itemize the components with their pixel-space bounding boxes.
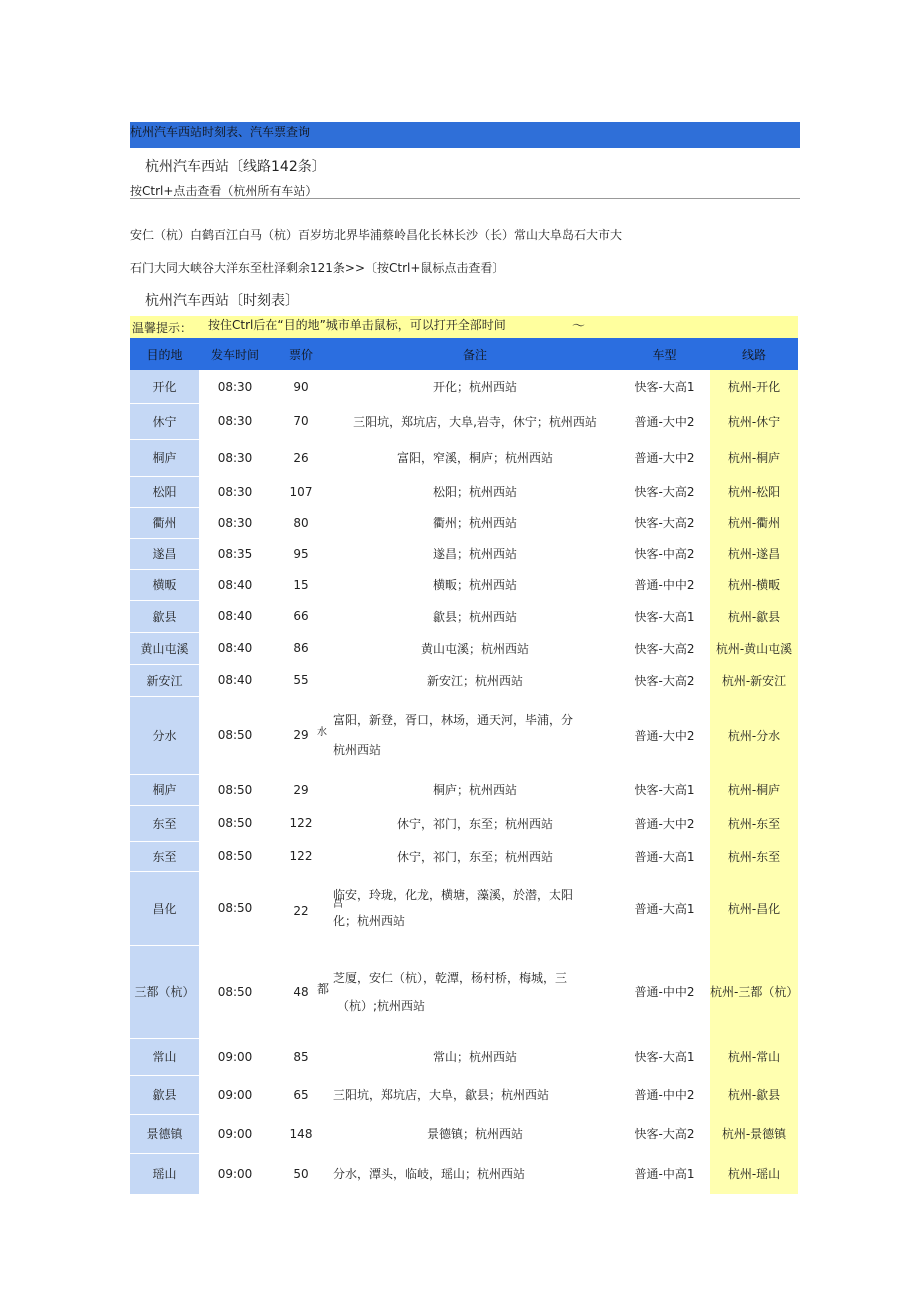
note-line: （杭）;杭州西站 <box>337 998 426 1013</box>
cell-note <box>317 696 619 774</box>
cell-price: 15 <box>293 577 309 592</box>
cell-price: 29 <box>293 728 309 742</box>
cell-destination[interactable]: 歙县 <box>130 600 199 632</box>
cell-route: 杭州-常山 <box>710 1038 798 1075</box>
cell-bus-type: 快客-大高2 <box>634 641 695 656</box>
cell-bus-type: 快客-大高2 <box>634 485 695 499</box>
table-row <box>130 871 798 945</box>
cell-bus-type: 普通-大中2 <box>634 816 695 831</box>
cell-destination[interactable]: 三都（杭） <box>130 945 199 1038</box>
cell-price: 80 <box>293 515 309 530</box>
cell-bus-type: 快客-大高1 <box>634 380 695 394</box>
cell-route: 杭州-东至 <box>710 841 798 871</box>
cell-destination[interactable]: 歙县 <box>130 1075 199 1114</box>
col-header-note: 备注 <box>331 338 619 370</box>
cell-note: 遂昌；杭州西站 <box>432 547 517 561</box>
cell-route: 杭州-开化 <box>710 370 798 403</box>
cell-note: 开化；杭州西站 <box>432 380 517 394</box>
tip-message: 按住Ctrl后在“目的地”城市单击鼠标，可以打开全部时间 <box>208 318 506 332</box>
cell-bus-type: 普通-大中2 <box>634 451 695 465</box>
cell-destination[interactable]: 昌化 <box>130 871 199 945</box>
cell-destination[interactable]: 分水 <box>130 696 199 774</box>
col-header-price: 票价 <box>271 338 331 370</box>
cell-destination[interactable]: 瑶山 <box>130 1153 199 1194</box>
cell-price: 29 <box>293 782 309 797</box>
cell-time: 08:50 <box>217 816 253 830</box>
cell-time: 08:40 <box>217 577 253 592</box>
cell-price: 122 <box>289 849 313 863</box>
cell-note: 常山；杭州西站 <box>432 1050 517 1064</box>
cell-time: 08:40 <box>217 609 253 623</box>
cell-bus-type: 快客-大高2 <box>634 673 695 688</box>
table-row <box>130 403 798 439</box>
cell-time: 08:30 <box>217 515 253 530</box>
cell-route: 杭州-三都（杭） <box>710 945 798 1038</box>
section-heading-schedule: 杭州汽车西站〔时刻表〕 <box>145 293 299 309</box>
cell-route: 杭州-遂昌 <box>710 538 798 569</box>
table-row <box>130 439 798 476</box>
cell-time: 08:50 <box>217 782 253 797</box>
cell-note <box>331 871 619 945</box>
cell-note: 分水，潭头，临岐，瑶山；杭州西站 <box>333 1166 526 1181</box>
cell-destination[interactable]: 新安江 <box>130 664 199 696</box>
cell-bus-type: 普通-大高1 <box>634 849 695 864</box>
tip-banner <box>130 316 798 338</box>
route-list-line-1[interactable]: 安仁（杭）白鹤百江白马（杭）百岁坊北界毕浦蔡岭昌化长林长沙（长）常山大阜岛石大市大 <box>130 228 623 242</box>
all-stations-link[interactable]: 按Ctrl+点击查看（杭州所有车站） <box>130 182 800 199</box>
table-row <box>130 774 798 805</box>
cell-destination[interactable]: 松阳 <box>130 476 199 507</box>
page-title: 杭州汽车西站时刻表、汽车票查询 <box>130 125 311 139</box>
cell-price: 65 <box>293 1087 309 1102</box>
cell-time: 08:30 <box>217 484 253 499</box>
cell-time: 08:30 <box>217 414 253 428</box>
cell-destination[interactable]: 东至 <box>130 805 199 841</box>
note-line: 临安，玲珑，化龙，横塘，藻溪，於潜，太阳 <box>333 888 574 902</box>
cell-destination[interactable]: 桐庐 <box>130 774 199 805</box>
cell-route: 杭州-桐庐 <box>710 774 798 805</box>
cell-price: 148 <box>289 1126 313 1141</box>
cell-route: 杭州-横畈 <box>710 569 798 600</box>
cell-note: 富阳，窄溪，桐庐；杭州西站 <box>396 451 553 465</box>
cell-bus-type: 快客-大高1 <box>634 609 695 624</box>
cell-note: 松阳；杭州西站 <box>432 485 517 499</box>
cell-bus-type: 快客-中高2 <box>634 547 695 561</box>
cell-time: 08:50 <box>217 984 253 999</box>
cell-note: 衢州；杭州西站 <box>432 516 517 530</box>
cell-destination[interactable]: 休宁 <box>130 403 199 439</box>
note-line: 都 <box>317 981 330 996</box>
cell-time: 08:50 <box>217 849 253 863</box>
cell-route: 杭州-分水 <box>710 696 798 774</box>
cell-destination[interactable]: 桐庐 <box>130 439 199 476</box>
section-heading-routes: 杭州汽车西站〔线路142条〕 <box>145 159 326 175</box>
cell-destination[interactable]: 东至 <box>130 841 199 871</box>
table-row <box>130 1075 798 1114</box>
cell-note: 桐庐；杭州西站 <box>432 783 517 797</box>
table-row <box>130 569 798 600</box>
cell-price: 22 <box>293 904 309 918</box>
cell-time: 08:40 <box>217 673 253 687</box>
schedule-table <box>130 338 798 1195</box>
cell-route: 杭州-东至 <box>710 805 798 841</box>
cell-note: 景德镇；杭州西站 <box>426 1127 523 1141</box>
cell-destination[interactable]: 遂昌 <box>130 538 199 569</box>
note-line: 化；杭州西站 <box>333 914 406 928</box>
cell-bus-type: 普通-大中2 <box>634 414 695 429</box>
cell-price: 55 <box>293 673 309 687</box>
cell-time: 09:00 <box>217 1166 253 1181</box>
page-title-bar <box>130 122 800 148</box>
cell-price: 48 <box>293 984 309 999</box>
table-header-row <box>130 338 798 370</box>
table-row <box>130 841 798 871</box>
cell-note: 三阳坑，郑坑店，大阜，歙县；杭州西站 <box>333 1087 550 1102</box>
table-row <box>130 696 798 774</box>
cell-route: 杭州-休宁 <box>710 403 798 439</box>
cell-price: 122 <box>289 816 313 830</box>
tip-tilde: ～ <box>572 319 586 334</box>
cell-route: 杭州-昌化 <box>710 871 798 945</box>
table-row <box>130 945 798 1038</box>
cell-price: 90 <box>293 379 309 394</box>
cell-route: 杭州-瑶山 <box>710 1153 798 1194</box>
table-row <box>130 370 798 403</box>
table-row <box>130 664 798 696</box>
note-line: 杭州西站 <box>333 743 382 757</box>
col-header-bus-type: 车型 <box>619 338 710 370</box>
cell-time: 08:30 <box>217 450 253 465</box>
cell-time: 08:50 <box>217 901 253 915</box>
cell-price: 107 <box>289 484 313 499</box>
cell-bus-type: 普通-中中2 <box>634 578 695 592</box>
cell-destination[interactable]: 常山 <box>130 1038 199 1075</box>
table-row <box>130 805 798 841</box>
cell-note <box>317 945 619 1038</box>
cell-price: 70 <box>293 414 309 428</box>
cell-destination[interactable]: 景德镇 <box>130 1114 199 1153</box>
cell-note: 黄山屯溪；杭州西站 <box>420 641 529 656</box>
cell-route: 杭州-桐庐 <box>710 439 798 476</box>
cell-note: 新安江；杭州西站 <box>426 673 523 688</box>
table-row <box>130 600 798 632</box>
cell-bus-type: 快客-大高2 <box>634 516 695 530</box>
table-row <box>130 1153 798 1194</box>
route-list-line-2[interactable]: 石门大同大峡谷大洋东至杜泽剩余121条>>〔按Ctrl+鼠标点击查看〕 <box>130 261 505 275</box>
cell-bus-type: 普通-大高1 <box>634 901 695 916</box>
table-row <box>130 476 798 507</box>
cell-time: 08:35 <box>217 546 253 561</box>
cell-note: 横畈；杭州西站 <box>432 578 517 592</box>
cell-bus-type: 普通-大中2 <box>634 728 695 743</box>
note-line: 富阳，新登，胥口，林场，通天河，毕浦，分 <box>333 713 574 727</box>
col-header-departure: 发车时间 <box>199 338 271 370</box>
cell-route: 杭州-松阳 <box>710 476 798 507</box>
cell-price: 95 <box>293 546 309 561</box>
cell-bus-type: 普通-中高1 <box>634 1167 695 1181</box>
cell-note: 休宁，祁门，东至；杭州西站 <box>396 849 553 864</box>
note-line: 芝厦，安仁（杭），乾潭，杨村桥，梅城，三 <box>333 970 568 985</box>
cell-price: 85 <box>293 1049 309 1064</box>
cell-time: 09:00 <box>217 1126 253 1141</box>
cell-price: 26 <box>293 450 309 465</box>
note-line: 昌 <box>333 899 343 910</box>
cell-time: 08:50 <box>217 728 253 742</box>
cell-route: 杭州-新安江 <box>710 664 798 696</box>
cell-price: 50 <box>293 1166 309 1181</box>
cell-bus-type: 普通-中中2 <box>634 985 695 999</box>
cell-bus-type: 快客-大高1 <box>634 783 695 797</box>
cell-destination[interactable]: 黄山屯溪 <box>130 632 199 664</box>
cell-note: 休宁，祁门，东至；杭州西站 <box>396 816 553 831</box>
cell-route: 杭州-黄山屯溪 <box>710 632 798 664</box>
cell-destination[interactable]: 横畈 <box>130 569 199 600</box>
table-row <box>130 632 798 664</box>
cell-time: 09:00 <box>217 1087 253 1102</box>
table-row <box>130 507 798 538</box>
cell-time: 08:40 <box>217 641 253 655</box>
cell-note: 三阳坑，郑坑店，大阜,岩寺，休宁；杭州西站 <box>353 414 597 429</box>
table-row <box>130 538 798 569</box>
cell-price: 66 <box>293 609 309 623</box>
cell-route: 杭州-歙县 <box>710 1075 798 1114</box>
cell-route: 杭州-歙县 <box>710 600 798 632</box>
note-line: 水 <box>317 727 327 738</box>
cell-route: 杭州-衢州 <box>710 507 798 538</box>
cell-destination[interactable]: 衢州 <box>130 507 199 538</box>
cell-price: 86 <box>293 641 309 655</box>
cell-bus-type: 快客-大高2 <box>634 1127 695 1141</box>
cell-time: 09:00 <box>217 1049 253 1064</box>
tip-label: 温馨提示： <box>132 321 193 335</box>
table-row <box>130 1114 798 1153</box>
col-header-route: 线路 <box>710 338 798 370</box>
cell-destination[interactable]: 开化 <box>130 370 199 403</box>
table-row <box>130 1038 798 1075</box>
cell-bus-type: 普通-中中2 <box>634 1088 695 1102</box>
cell-bus-type: 快客-大高1 <box>634 1050 695 1064</box>
cell-route: 杭州-景德镇 <box>710 1114 798 1153</box>
cell-note: 歙县；杭州西站 <box>432 609 517 624</box>
col-header-destination: 目的地 <box>130 338 199 370</box>
cell-time: 08:30 <box>217 379 253 394</box>
